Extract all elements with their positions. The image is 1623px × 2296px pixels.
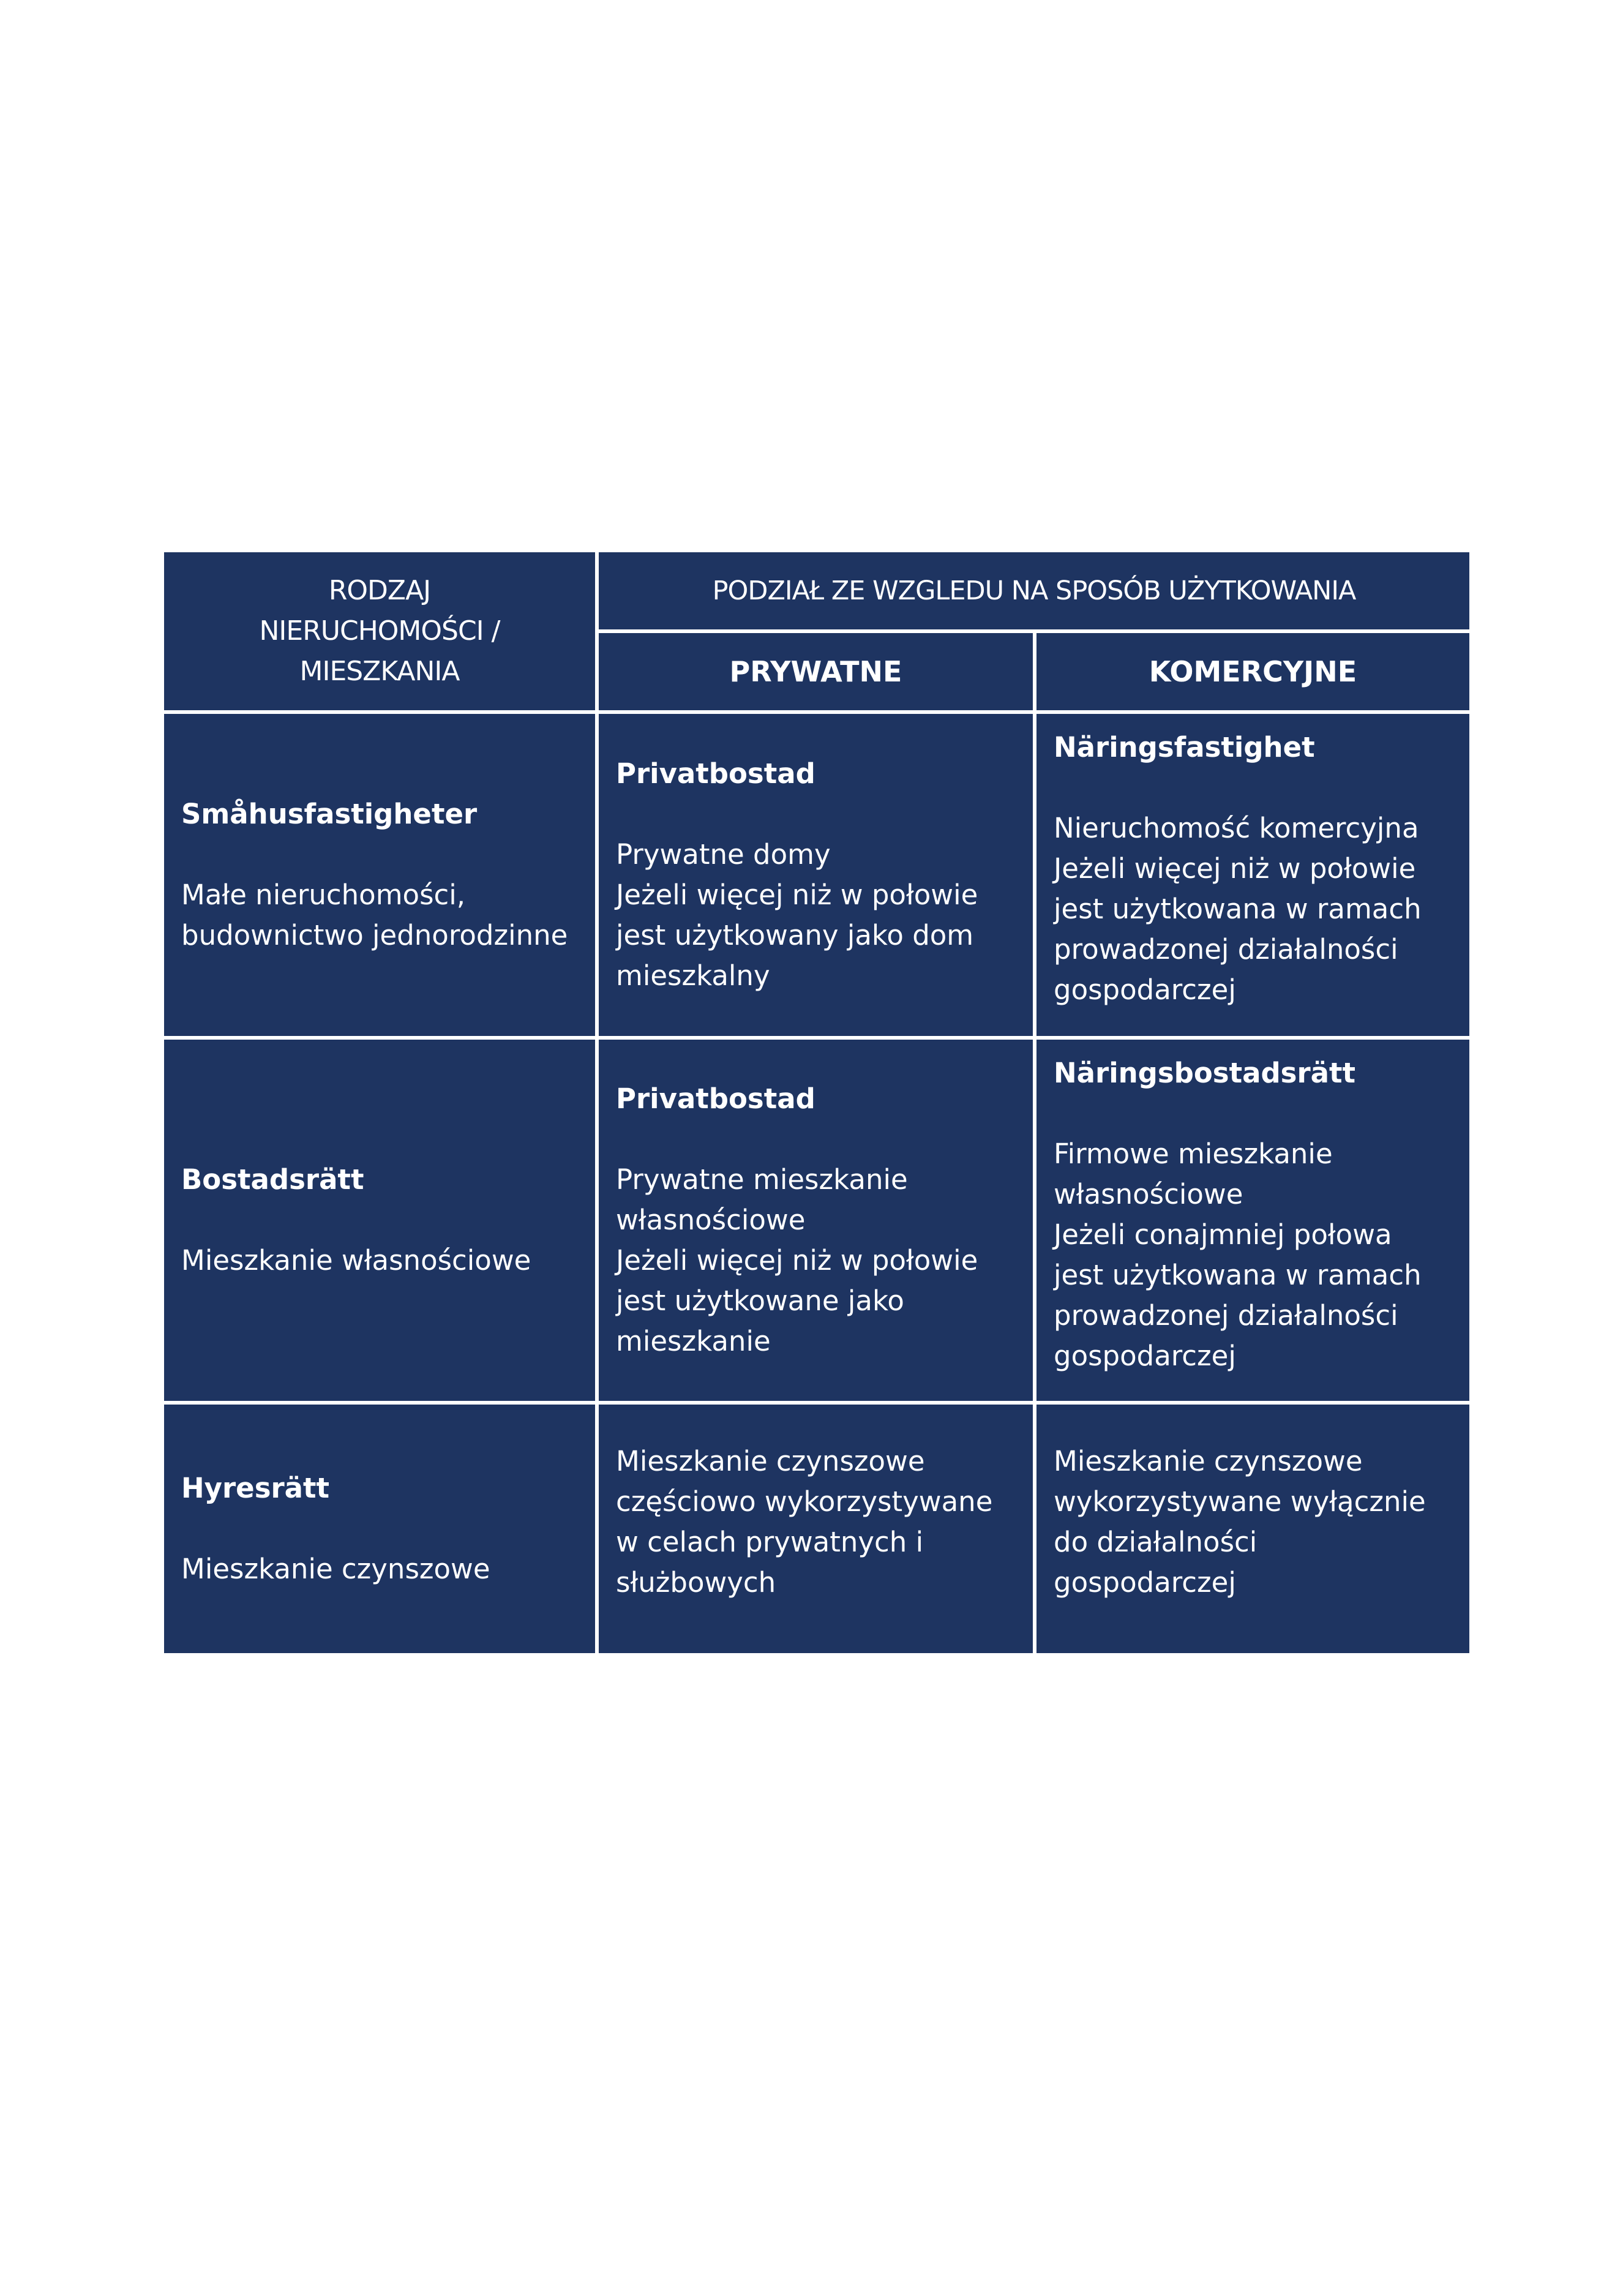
row-1-private-line: mieszkalny — [616, 959, 770, 992]
row-3-type-title: Hyresrätt — [181, 1472, 330, 1504]
row-2-private-line: Jeżeli więcej niż w połowie — [616, 1244, 978, 1277]
row-1-type-title: Småhusfastigheter — [181, 798, 478, 830]
row-3-commercial-line: gospodarczej — [1054, 1566, 1236, 1599]
header-commercial-label: KOMERCYJNE — [1149, 655, 1357, 688]
header-type-line: RODZAJ — [328, 575, 431, 606]
row-2-type-cell — [164, 1040, 595, 1401]
row-1-private-line: jest użytkowany jako dom — [616, 919, 974, 951]
row-1-private-cell — [599, 714, 1033, 1036]
row-2-type-line: Mieszkanie własnościowe — [181, 1244, 531, 1277]
row-1-private-line: Prywatne domy — [616, 838, 831, 871]
row-3-commercial-line: Mieszkanie czynszowe — [1054, 1445, 1363, 1477]
header-commercial — [1036, 633, 1469, 710]
row-1-commercial-cell — [1036, 714, 1469, 1036]
property-type-table — [164, 552, 1469, 1668]
row-3-private-line: w celach prywatnych i — [616, 1526, 924, 1558]
row-1-commercial-line: prowadzonej działalności — [1054, 933, 1398, 966]
header-private — [599, 633, 1033, 710]
row-2-private-line: Prywatne mieszkanie — [616, 1163, 908, 1196]
row-1-type-cell — [164, 714, 595, 1036]
row-2-commercial-line: własnościowe — [1054, 1178, 1243, 1210]
row-1-commercial-line: gospodarczej — [1054, 974, 1236, 1006]
row-3-private-cell — [599, 1405, 1033, 1653]
row-1-commercial-line: jest użytkowana w ramach — [1054, 893, 1422, 925]
row-3-commercial-cell — [1036, 1405, 1469, 1653]
row-2-commercial-cell — [1036, 1040, 1469, 1401]
row-3-commercial-line: do działalności — [1054, 1526, 1258, 1558]
row-2-commercial-line: prowadzonej działalności — [1054, 1299, 1398, 1332]
row-1-private-title: Privatbostad — [616, 757, 815, 790]
row-2-commercial-line: Jeżeli conajmniej połowa — [1054, 1218, 1392, 1251]
header-property-type — [164, 552, 595, 710]
row-2-private-line: jest użytkowane jako — [616, 1285, 904, 1317]
header-usage-label: PODZIAŁ ZE WZGLEDU NA SPOSÓB UŻYTKOWANIA — [712, 576, 1356, 606]
row-2-commercial-line: jest użytkowana w ramach — [1054, 1259, 1422, 1291]
header-type-line: NIERUCHOMOŚCI / — [259, 615, 500, 647]
header-private-label: PRYWATNE — [729, 655, 902, 688]
row-3-commercial-line: wykorzystywane wyłącznie — [1054, 1485, 1426, 1518]
row-3-type-line: Mieszkanie czynszowe — [181, 1553, 490, 1585]
row-1-commercial-title: Näringsfastighet — [1054, 731, 1315, 763]
row-1-private-line: Jeżeli więcej niż w połowie — [616, 879, 978, 911]
row-2-type-title: Bostadsrätt — [181, 1163, 364, 1196]
row-3-private-line: częściowo wykorzystywane — [616, 1485, 993, 1518]
header-usage-division — [599, 552, 1469, 629]
row-2-private-cell — [599, 1040, 1033, 1401]
row-3-type-cell — [164, 1405, 595, 1653]
row-2-commercial-line: Firmowe mieszkanie — [1054, 1138, 1333, 1170]
header-type-line: MIESZKANIA — [299, 656, 460, 687]
row-2-commercial-title: Näringsbostadsrätt — [1054, 1057, 1356, 1089]
row-1-commercial-line: Jeżeli więcej niż w połowie — [1054, 852, 1416, 885]
row-2-private-line: własnościowe — [616, 1204, 806, 1236]
row-2-private-title: Privatbostad — [616, 1082, 815, 1115]
row-2-private-line: mieszkanie — [616, 1325, 771, 1357]
row-1-type-line: Małe nieruchomości, — [181, 879, 466, 911]
row-1-commercial-line: Nieruchomość komercyjna — [1054, 812, 1419, 844]
row-3-private-line: Mieszkanie czynszowe — [616, 1445, 925, 1477]
row-2-commercial-line: gospodarczej — [1054, 1340, 1236, 1372]
row-1-type-line: budownictwo jednorodzinne — [181, 919, 568, 951]
row-3-private-line: służbowych — [616, 1566, 776, 1599]
